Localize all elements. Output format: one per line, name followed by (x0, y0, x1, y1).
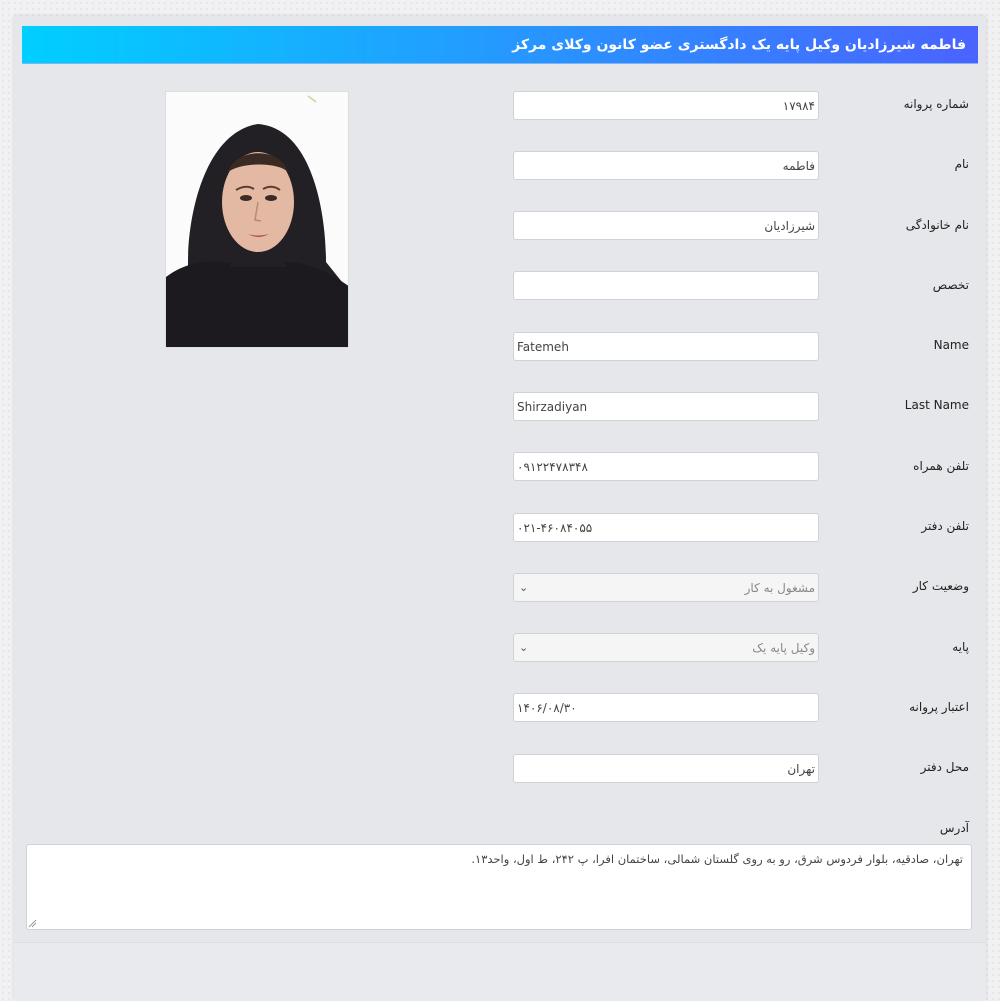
panel-footer (14, 942, 986, 1001)
work-status-label: وضعیت کار (912, 579, 969, 593)
last-name-en-label: Last Name (904, 398, 969, 412)
license-validity-value: ۱۴۰۶/۰۸/۳۰ (517, 700, 577, 715)
resize-handle-icon[interactable] (28, 919, 37, 928)
work-status-value: مشغول به کار (744, 580, 815, 595)
name-en-field[interactable] (513, 332, 819, 361)
name-en-value: Fatemeh (517, 339, 569, 354)
office-location-field[interactable] (513, 754, 819, 783)
lawyer-photo (165, 91, 349, 348)
first-name-fa-label: نام (954, 157, 969, 171)
license-number-field[interactable] (513, 91, 819, 120)
chevron-down-icon: ⌄ (519, 641, 529, 654)
license-number-value: ۱۷۹۸۴ (782, 98, 815, 113)
last-name-fa-field[interactable] (513, 211, 819, 240)
grade-value: وکیل پایه یک (752, 640, 815, 655)
office-phone-value: ۰۲۱-۴۶۰۸۴۰۵۵ (517, 520, 593, 535)
last-name-fa-value: شیرزادیان (764, 218, 815, 233)
grade-select[interactable] (513, 633, 819, 662)
license-validity-label: اعتبار پروانه (909, 700, 969, 714)
office-location-value: تهران (787, 761, 815, 776)
grade-label: پایه (952, 640, 969, 654)
chevron-down-icon: ⌄ (519, 581, 529, 594)
last-name-en-field[interactable] (513, 392, 819, 421)
first-name-fa-field[interactable] (513, 151, 819, 180)
page-title: فاطمه شیرزادیان وکیل پایه یک دادگستری عضو کانون وکلای مرکز (22, 26, 978, 64)
specialty-label: تخصص (932, 278, 969, 292)
license-validity-field[interactable] (513, 693, 819, 722)
office-phone-field[interactable] (513, 513, 819, 542)
office-location-label: محل دفتر (920, 760, 969, 774)
specialty-field[interactable] (513, 271, 819, 300)
office-phone-label: تلفن دفتر (921, 519, 969, 533)
license-number-label: شماره پروانه (903, 97, 969, 111)
last-name-en-value: Shirzadiyan (517, 399, 588, 414)
mobile-phone-label: تلفن همراه (913, 459, 969, 473)
mobile-phone-field[interactable] (513, 452, 819, 481)
first-name-fa-value: فاطمه (782, 158, 815, 173)
mobile-phone-value: ۰۹۱۲۲۴۷۸۳۴۸ (517, 459, 588, 474)
address-textarea[interactable] (26, 844, 972, 930)
last-name-fa-label: نام خانوادگی (905, 218, 969, 232)
address-label: آدرس (939, 821, 969, 835)
address-value: تهران، صادقیه، بلوار فردوس شرق، رو به روی گلستان شمالی، ساختمان افرا، پ ۲۴۲، ط اول، واحد۱۳. (471, 852, 963, 866)
name-en-label: Name (933, 338, 969, 352)
work-status-select[interactable] (513, 573, 819, 602)
